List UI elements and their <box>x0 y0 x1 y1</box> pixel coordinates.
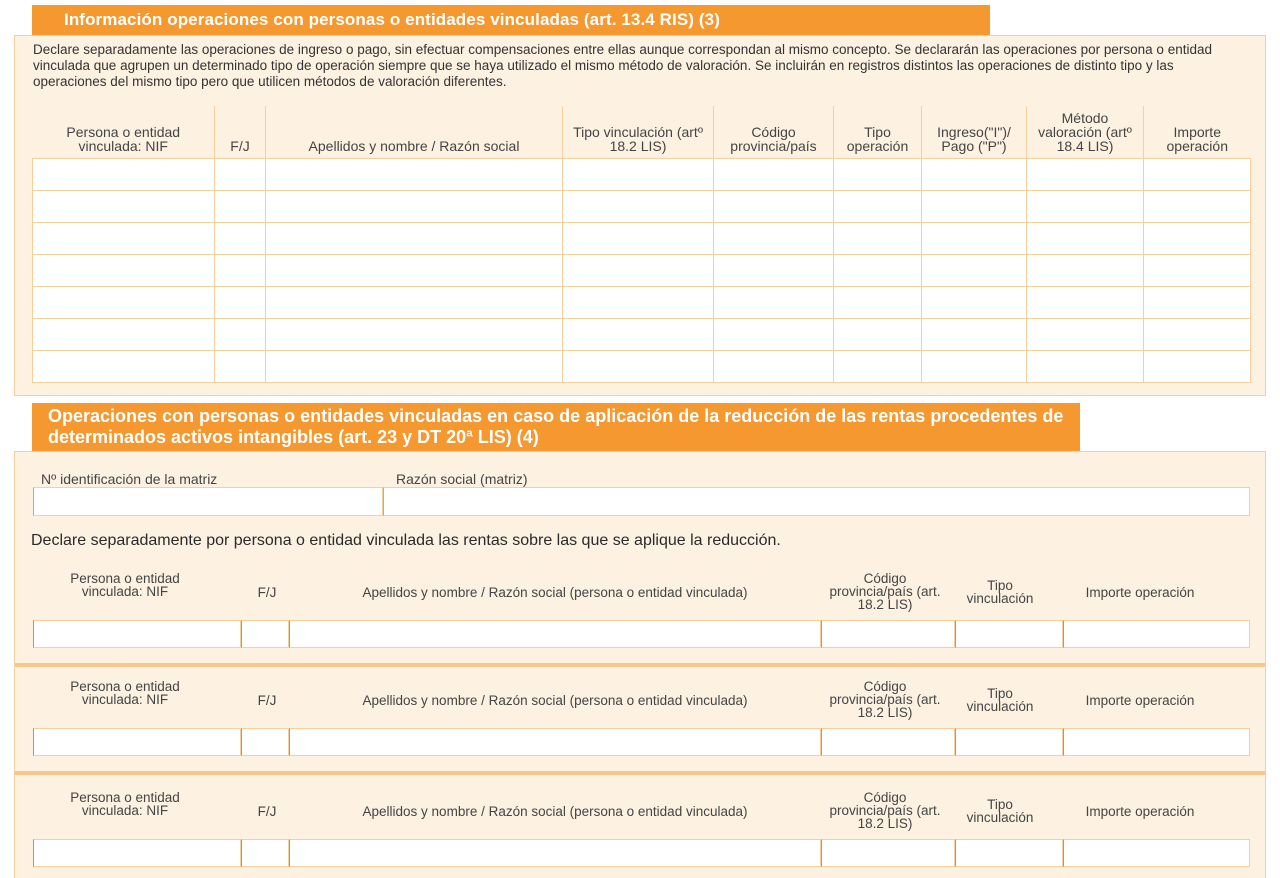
cell-tipo-operacion[interactable] <box>834 254 922 286</box>
cell-nif[interactable] <box>33 318 215 350</box>
cell-tipo-operacion[interactable] <box>834 190 922 222</box>
cell-codigo[interactable] <box>714 286 834 318</box>
entry-header-importe: Importe operación <box>1085 804 1195 819</box>
cell-tipo-vinculacion[interactable] <box>563 350 714 382</box>
cell-metodo[interactable] <box>1027 286 1144 318</box>
cell-codigo[interactable] <box>714 158 834 190</box>
col-header-fj: F/J <box>215 106 266 158</box>
cell-importe[interactable] <box>1144 350 1251 382</box>
cell-codigo[interactable] <box>714 318 834 350</box>
entry-header-nif: Persona o entidad vinculada: NIF <box>70 790 180 818</box>
cell-fj[interactable] <box>215 318 266 350</box>
cell-ingreso-pago[interactable] <box>922 190 1027 222</box>
cell-ingreso-pago[interactable] <box>922 222 1027 254</box>
cell-importe[interactable] <box>1144 190 1251 222</box>
cell-ingreso-pago[interactable] <box>922 158 1027 190</box>
cell-importe[interactable] <box>1144 318 1251 350</box>
entry-field-nif[interactable] <box>33 839 241 867</box>
cell-metodo[interactable] <box>1027 158 1144 190</box>
cell-ingreso-pago[interactable] <box>922 350 1027 382</box>
cell-metodo[interactable] <box>1027 190 1144 222</box>
col-header-nombre: Apellidos y nombre / Razón social <box>266 106 563 158</box>
entry-header-fj: F/J <box>257 804 277 819</box>
cell-tipo-operacion[interactable] <box>834 286 922 318</box>
vinculada-entry-1 <box>15 452 1265 612</box>
cell-ingreso-pago[interactable] <box>922 318 1027 350</box>
cell-tipo-vinculacion[interactable] <box>563 318 714 350</box>
cell-tipo-operacion[interactable] <box>834 350 922 382</box>
cell-tipo-operacion[interactable] <box>834 158 922 190</box>
table-row <box>33 350 1251 382</box>
entry-header-codigo: Código provincia/país (art. 18.2 LIS) <box>829 679 941 720</box>
entry-field-codigo[interactable] <box>821 839 955 867</box>
cell-importe[interactable] <box>1144 158 1251 190</box>
entry-header-nif: Persona o entidad vinculada: NIF <box>70 679 180 707</box>
cell-nif[interactable] <box>33 190 215 222</box>
matriz-razon-label: Razón social (matriz) <box>396 471 528 487</box>
entry-header-codigo: Código provincia/país (art. 18.2 LIS) <box>829 790 941 831</box>
col-header-importe: Importe operación <box>1144 106 1251 158</box>
cell-tipo-vinculacion[interactable] <box>563 158 714 190</box>
cell-tipo-vinculacion[interactable] <box>563 222 714 254</box>
cell-tipo-vinculacion[interactable] <box>563 190 714 222</box>
entry-header-tipo-vinculacion: Tipo vinculación <box>966 797 1034 825</box>
entry-header-importe: Importe operación <box>1085 585 1195 600</box>
entry-divider <box>15 663 1265 667</box>
col-header-tipo-vinculacion: Tipo vinculación (artº 18.2 LIS) <box>563 106 714 158</box>
cell-nombre[interactable] <box>266 222 563 254</box>
cell-nombre[interactable] <box>266 286 563 318</box>
table-row <box>33 318 1251 350</box>
cell-codigo[interactable] <box>714 254 834 286</box>
cell-nombre[interactable] <box>266 190 563 222</box>
cell-tipo-vinculacion[interactable] <box>563 286 714 318</box>
cell-metodo[interactable] <box>1027 318 1144 350</box>
entry-header-nif: Persona o entidad vinculada: NIF <box>70 571 180 599</box>
table-row <box>33 158 1251 190</box>
entry-field-importe[interactable] <box>1063 839 1250 867</box>
col-header-metodo: Método valoración (artº 18.4 LIS) <box>1027 106 1144 158</box>
entry-header-nombre: Apellidos y nombre / Razón social (persona o entidad vinculada) <box>362 693 748 708</box>
cell-importe[interactable] <box>1144 254 1251 286</box>
entry-field-nombre[interactable] <box>289 839 821 867</box>
entry-header-codigo: Código provincia/país (art. 18.2 LIS) <box>829 571 941 612</box>
cell-nif[interactable] <box>33 158 215 190</box>
cell-ingreso-pago[interactable] <box>922 254 1027 286</box>
cell-metodo[interactable] <box>1027 222 1144 254</box>
cell-fj[interactable] <box>215 286 266 318</box>
cell-fj[interactable] <box>215 254 266 286</box>
entry-header-fj: F/J <box>257 693 277 708</box>
cell-importe[interactable] <box>1144 222 1251 254</box>
section2-description: Declare separadamente por persona o entidad vinculada las rentas sobre las que se aplique la reducción. <box>31 532 781 549</box>
cell-nif[interactable] <box>33 254 215 286</box>
entry-header-fj: F/J <box>257 585 277 600</box>
col-header-ingreso-pago: Ingreso("I")/ Pago ("P") <box>922 106 1027 158</box>
matriz-nif-label: Nº identificación de la matriz <box>41 471 218 487</box>
entry-divider <box>15 771 1265 775</box>
cell-nombre[interactable] <box>266 254 563 286</box>
entry-header-nombre: Apellidos y nombre / Razón social (persona o entidad vinculada) <box>362 585 748 600</box>
entry-field-tipo-vinculacion[interactable] <box>955 839 1063 867</box>
cell-tipo-vinculacion[interactable] <box>563 254 714 286</box>
section1-intro: Declare separadamente las operaciones de ingreso o pago, sin efectuar compensaciones entre ellas aunque correspondan al mismo concepto. Se declararán las operaciones por persona o entidad vinculada que agrupen un determinado tipo de operación siempre que se haya utilizado el mismo método de valoración. Se incluirán en registros distintos las operaciones de distinto tipo y las operaciones del mismo tipo pero que utilicen métodos de valoración diferentes. <box>33 42 1212 89</box>
col-header-codigo: Código provincia/país <box>714 106 834 158</box>
col-header-nif: Persona o entidad vinculada: NIF <box>66 123 181 154</box>
cell-nif[interactable] <box>33 350 215 382</box>
table-row <box>33 254 1251 286</box>
section1-panel <box>14 35 1266 396</box>
cell-codigo[interactable] <box>714 190 834 222</box>
cell-codigo[interactable] <box>714 350 834 382</box>
section1-title: Información operaciones con personas o entidades vinculadas (art. 13.4 RIS) (3) <box>32 5 990 35</box>
cell-nif[interactable] <box>33 286 215 318</box>
section2-panel <box>14 451 1266 878</box>
table-row <box>33 286 1251 318</box>
table-header-row <box>33 106 1251 158</box>
cell-importe[interactable] <box>1144 286 1251 318</box>
cell-tipo-operacion[interactable] <box>834 222 922 254</box>
cell-metodo[interactable] <box>1027 254 1144 286</box>
entry-header-tipo-vinculacion: Tipo vinculación <box>966 578 1034 606</box>
cell-nombre[interactable] <box>266 350 563 382</box>
cell-fj[interactable] <box>215 190 266 222</box>
cell-ingreso-pago[interactable] <box>922 286 1027 318</box>
cell-codigo[interactable] <box>714 222 834 254</box>
cell-fj[interactable] <box>215 350 266 382</box>
entry-header-importe: Importe operación <box>1085 693 1195 708</box>
vinculada-entry-2 <box>15 560 1265 720</box>
entry-header-nombre: Apellidos y nombre / Razón social (persona o entidad vinculada) <box>362 804 748 819</box>
vinculada-entry-3 <box>15 671 1265 831</box>
related-operations-table <box>32 106 1251 383</box>
col-header-tipo-operacion: Tipo operación <box>834 106 922 158</box>
cell-nif[interactable] <box>33 222 215 254</box>
cell-tipo-operacion[interactable] <box>834 318 922 350</box>
table-row <box>33 190 1251 222</box>
cell-nombre[interactable] <box>266 318 563 350</box>
section2-title: Operaciones con personas o entidades vinculadas en caso de aplicación de la reducción de las rentas procedentes de determinados activos intangibles (art. 23 y DT 20ª LIS) (4) <box>32 403 1080 451</box>
table-row <box>33 222 1251 254</box>
cell-nombre[interactable] <box>266 158 563 190</box>
cell-fj[interactable] <box>215 158 266 190</box>
cell-fj[interactable] <box>215 222 266 254</box>
entry-field-fj[interactable] <box>241 839 289 867</box>
cell-metodo[interactable] <box>1027 350 1144 382</box>
entry-header-tipo-vinculacion: Tipo vinculación <box>966 686 1034 714</box>
